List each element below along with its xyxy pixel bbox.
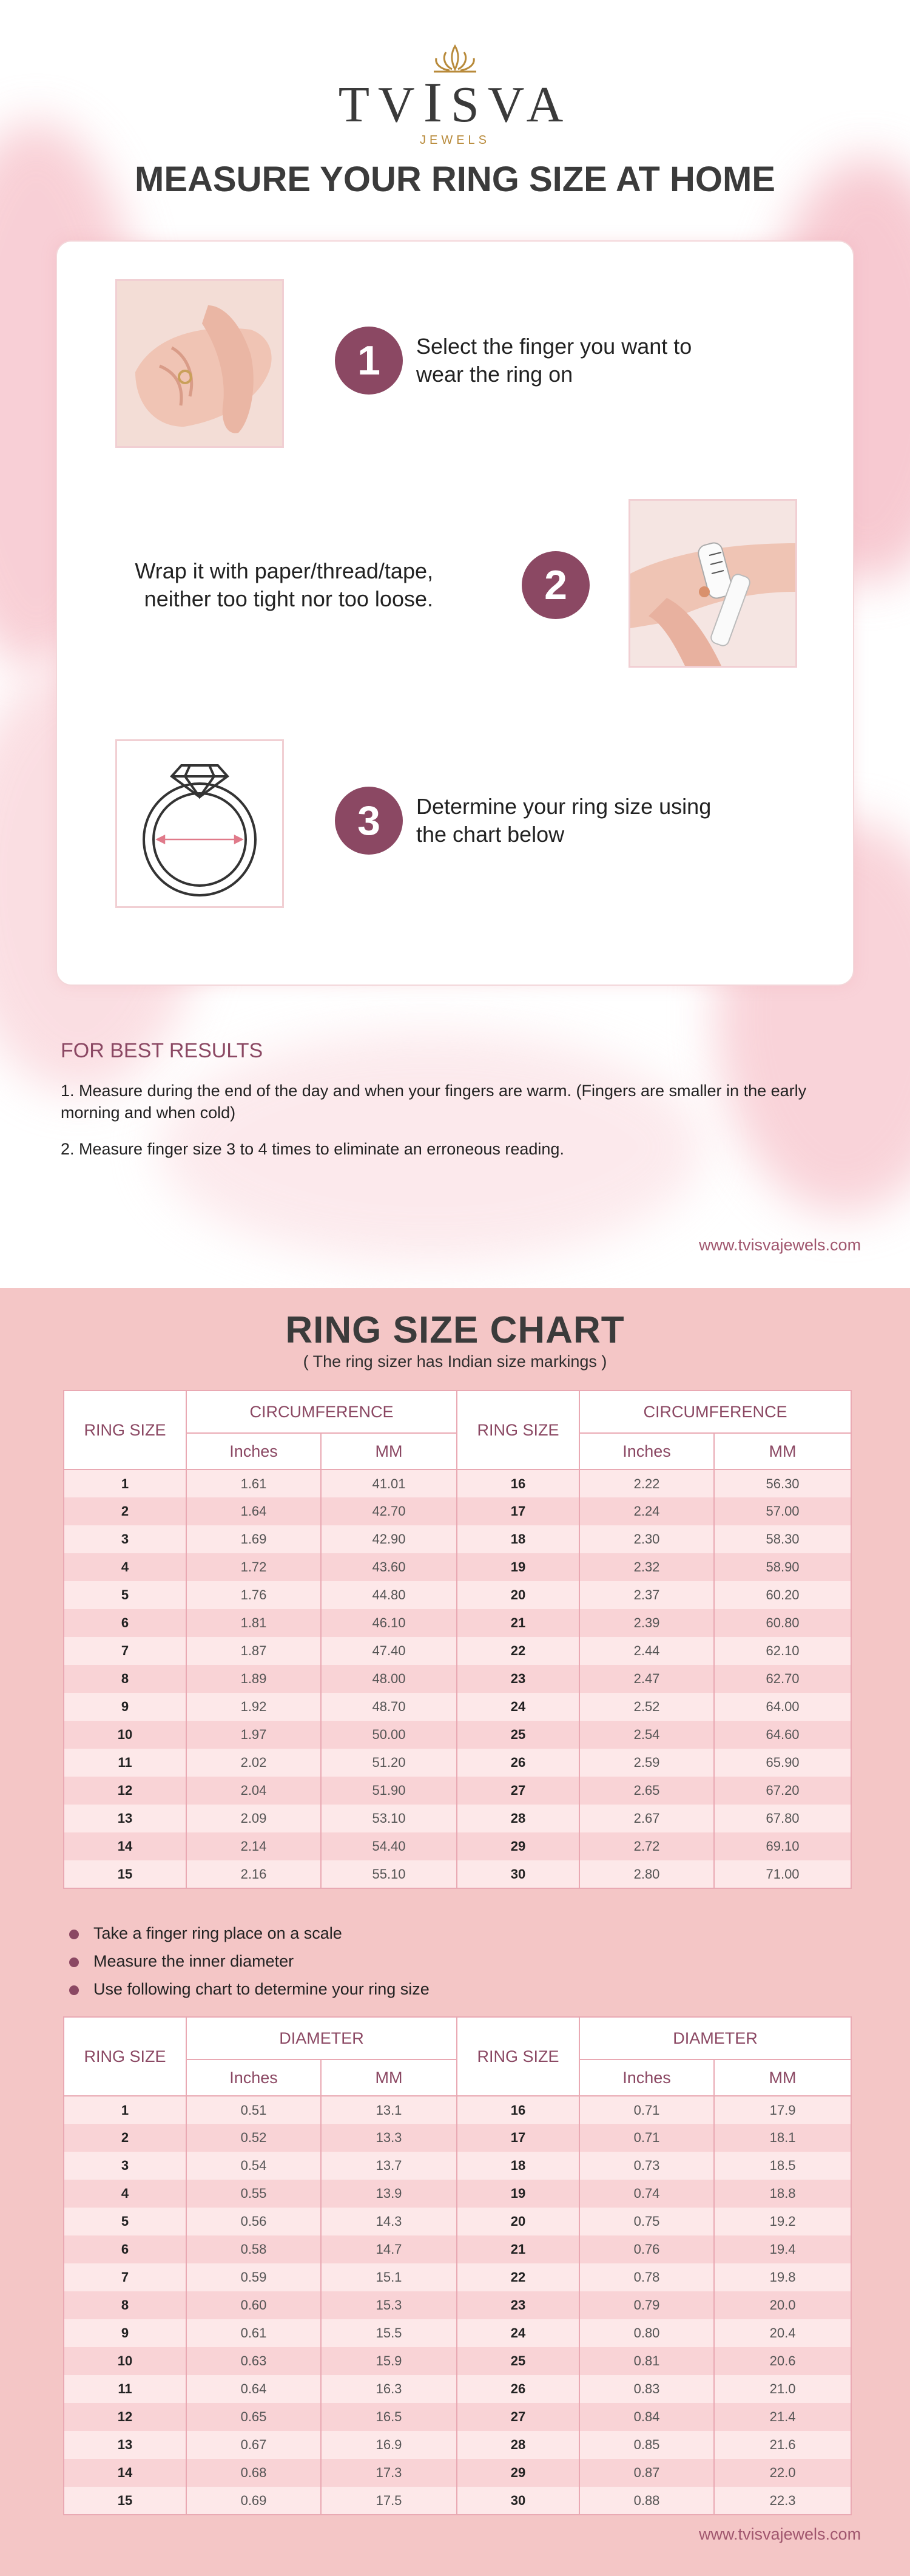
mm-cell: 62.10 xyxy=(714,1637,851,1665)
inches-cell: 0.83 xyxy=(579,2375,714,2403)
mm-cell: 64.60 xyxy=(714,1721,851,1749)
ring-size-cell: 27 xyxy=(457,2403,579,2431)
best-results-heading: FOR BEST RESULTS xyxy=(61,1039,263,1062)
ring-size-cell: 4 xyxy=(64,1553,186,1581)
inches-cell: 0.81 xyxy=(579,2347,714,2375)
table-row xyxy=(64,1609,851,1637)
ring-size-cell: 3 xyxy=(64,1525,186,1553)
mm-cell: 64.00 xyxy=(714,1693,851,1721)
inches-cell: 0.85 xyxy=(579,2431,714,2459)
mm-cell: 18.8 xyxy=(714,2180,851,2208)
inches-cell: 2.44 xyxy=(579,1637,714,1665)
table-row xyxy=(64,1777,851,1805)
table-row xyxy=(64,1497,851,1525)
best-results-section xyxy=(61,1039,861,1174)
table-row xyxy=(64,1469,851,1497)
instruction-item: Take a finger ring place on a scale xyxy=(68,1919,430,1947)
mm-cell: 69.10 xyxy=(714,1832,851,1860)
inches-cell: 2.24 xyxy=(579,1497,714,1525)
inches-cell: 0.79 xyxy=(579,2291,714,2319)
mm-cell: 46.10 xyxy=(321,1609,457,1637)
inches-cell: 2.37 xyxy=(579,1581,714,1609)
table-row xyxy=(64,1665,851,1693)
mm-header: MM xyxy=(321,1433,457,1469)
mm-cell: 67.80 xyxy=(714,1805,851,1832)
ring-size-cell: 9 xyxy=(64,2319,186,2347)
inches-cell: 2.39 xyxy=(579,1609,714,1637)
ring-size-cell: 15 xyxy=(64,1860,186,1888)
ring-size-cell: 22 xyxy=(457,2263,579,2291)
mm-cell: 56.30 xyxy=(714,1469,851,1497)
ring-size-cell: 29 xyxy=(457,2459,579,2487)
ring-size-cell: 23 xyxy=(457,2291,579,2319)
mm-cell: 50.00 xyxy=(321,1721,457,1749)
chart-subtitle: ( The ring sizer has Indian size markings ) xyxy=(303,1352,607,1371)
ring-size-cell: 26 xyxy=(457,1749,579,1777)
inches-cell: 0.88 xyxy=(579,2487,714,2515)
ring-size-cell: 26 xyxy=(457,2375,579,2403)
ring-size-cell: 10 xyxy=(64,2347,186,2375)
mm-cell: 42.90 xyxy=(321,1525,457,1553)
inches-cell: 2.02 xyxy=(186,1749,321,1777)
tip-item: 2. Measure finger size 3 to 4 times to eliminate an erroneous reading. xyxy=(61,1140,564,1158)
ring-size-cell: 30 xyxy=(457,2487,579,2515)
mm-cell: 62.70 xyxy=(714,1665,851,1693)
mm-cell: 15.9 xyxy=(321,2347,457,2375)
mm-cell: 14.7 xyxy=(321,2235,457,2263)
diameter-table xyxy=(63,2016,852,2515)
table-row xyxy=(64,2347,851,2375)
inches-cell: 0.74 xyxy=(579,2180,714,2208)
mm-cell: 48.70 xyxy=(321,1693,457,1721)
inches-cell: 2.09 xyxy=(186,1805,321,1832)
ring-size-cell: 11 xyxy=(64,2375,186,2403)
table-row xyxy=(64,1525,851,1553)
mm-header: MM xyxy=(321,2059,457,2096)
table-row xyxy=(64,1749,851,1777)
circumference-table-body xyxy=(64,1469,851,1888)
mm-cell: 19.4 xyxy=(714,2235,851,2263)
inches-cell: 0.51 xyxy=(186,2096,321,2124)
step-1-badge: 1 xyxy=(335,327,403,395)
step-2-badge: 2 xyxy=(522,551,590,619)
mm-cell: 19.8 xyxy=(714,2263,851,2291)
mm-cell: 51.90 xyxy=(321,1777,457,1805)
circumference-header: CIRCUMFERENCE xyxy=(579,1391,851,1433)
ring-size-cell: 25 xyxy=(457,1721,579,1749)
mm-cell: 71.00 xyxy=(714,1860,851,1888)
inches-cell: 0.67 xyxy=(186,2431,321,2459)
instruction-list xyxy=(68,1919,430,2003)
inches-cell: 1.72 xyxy=(186,1553,321,1581)
mm-cell: 58.30 xyxy=(714,1525,851,1553)
ring-size-cell: 13 xyxy=(64,1805,186,1832)
ring-size-cell: 5 xyxy=(64,1581,186,1609)
ring-size-cell: 16 xyxy=(457,2096,579,2124)
ring-size-cell: 6 xyxy=(64,2235,186,2263)
brand-logo[interactable] xyxy=(0,42,910,147)
website-link[interactable]: www.tvisvajewels.com xyxy=(699,1236,861,1254)
ring-size-cell: 6 xyxy=(64,1609,186,1637)
ring-size-cell: 1 xyxy=(64,2096,186,2124)
ring-size-cell: 21 xyxy=(457,2235,579,2263)
ring-size-cell: 7 xyxy=(64,2263,186,2291)
inches-cell: 1.81 xyxy=(186,1609,321,1637)
inches-cell: 0.71 xyxy=(579,2124,714,2152)
mm-cell: 54.40 xyxy=(321,1832,457,1860)
step-2-text xyxy=(106,557,433,613)
tip-item: 1. Measure during the end of the day and when your fingers are warm. (Fingers are smaller in the early morning and when cold) xyxy=(61,1082,807,1122)
chart-title: RING SIZE CHART xyxy=(285,1309,625,1351)
ring-size-cell: 19 xyxy=(457,1553,579,1581)
ring-size-header: RING SIZE xyxy=(64,1391,186,1469)
inches-cell: 1.97 xyxy=(186,1721,321,1749)
inches-cell: 0.61 xyxy=(186,2319,321,2347)
mm-cell: 17.9 xyxy=(714,2096,851,2124)
inches-header: Inches xyxy=(186,2059,321,2096)
inches-cell: 2.22 xyxy=(579,1469,714,1497)
brand-name-part: I xyxy=(423,71,451,134)
ring-size-cell: 9 xyxy=(64,1693,186,1721)
table-row xyxy=(64,2096,851,2124)
ring-size-cell: 15 xyxy=(64,2487,186,2515)
brand-name-part: SVA xyxy=(451,76,572,133)
ring-size-cell: 24 xyxy=(457,2319,579,2347)
mm-cell: 21.0 xyxy=(714,2375,851,2403)
inches-cell: 0.80 xyxy=(579,2319,714,2347)
page-title: MEASURE YOUR RING SIZE AT HOME xyxy=(135,160,775,199)
ring-size-cell: 21 xyxy=(457,1609,579,1637)
ring-size-cell: 13 xyxy=(64,2431,186,2459)
inches-cell: 0.65 xyxy=(186,2403,321,2431)
ring-size-cell: 14 xyxy=(64,1832,186,1860)
inches-cell: 2.52 xyxy=(579,1693,714,1721)
ring-size-header: RING SIZE xyxy=(64,2017,186,2096)
step-1-text xyxy=(416,333,756,388)
step-text-line: neither too tight nor too loose. xyxy=(144,586,433,611)
mm-cell: 58.90 xyxy=(714,1553,851,1581)
mm-cell: 20.4 xyxy=(714,2319,851,2347)
inches-cell: 2.14 xyxy=(186,1832,321,1860)
circumference-table xyxy=(63,1390,852,1889)
mm-cell: 17.3 xyxy=(321,2459,457,2487)
ring-size-cell: 11 xyxy=(64,1749,186,1777)
mm-cell: 21.4 xyxy=(714,2403,851,2431)
mm-cell: 53.10 xyxy=(321,1805,457,1832)
table-row xyxy=(64,2459,851,2487)
inches-cell: 2.54 xyxy=(579,1721,714,1749)
mm-cell: 16.9 xyxy=(321,2431,457,2459)
step-text-line: the chart below xyxy=(416,822,565,847)
mm-cell: 65.90 xyxy=(714,1749,851,1777)
ring-size-cell: 18 xyxy=(457,1525,579,1553)
ring-size-cell: 20 xyxy=(457,2208,579,2235)
table-row xyxy=(64,1721,851,1749)
step-3-text xyxy=(416,793,756,849)
ring-size-cell: 29 xyxy=(457,1832,579,1860)
mm-cell: 21.6 xyxy=(714,2431,851,2459)
table-row xyxy=(64,2235,851,2263)
inches-cell: 0.55 xyxy=(186,2180,321,2208)
ring-size-cell: 22 xyxy=(457,1637,579,1665)
inches-cell: 1.92 xyxy=(186,1693,321,1721)
ring-size-cell: 12 xyxy=(64,2403,186,2431)
table-row xyxy=(64,2152,851,2180)
diameter-header: DIAMETER xyxy=(579,2017,851,2059)
mm-cell: 67.20 xyxy=(714,1777,851,1805)
ring-size-cell: 1 xyxy=(64,1469,186,1497)
mm-cell: 18.5 xyxy=(714,2152,851,2180)
mm-cell: 16.5 xyxy=(321,2403,457,2431)
mm-cell: 41.01 xyxy=(321,1469,457,1497)
table-row xyxy=(64,2124,851,2152)
ring-size-cell: 3 xyxy=(64,2152,186,2180)
ring-size-cell: 25 xyxy=(457,2347,579,2375)
mm-cell: 60.80 xyxy=(714,1609,851,1637)
inches-cell: 0.87 xyxy=(579,2459,714,2487)
mm-cell: 20.0 xyxy=(714,2291,851,2319)
table-row xyxy=(64,1693,851,1721)
brand-tagline: JEWELS xyxy=(419,134,491,147)
table-row xyxy=(64,2431,851,2459)
ring-size-cell: 7 xyxy=(64,1637,186,1665)
mm-cell: 55.10 xyxy=(321,1860,457,1888)
inches-cell: 0.60 xyxy=(186,2291,321,2319)
table-row xyxy=(64,2180,851,2208)
inches-cell: 0.71 xyxy=(579,2096,714,2124)
instruction-item: Measure the inner diameter xyxy=(68,1947,430,1975)
hand-ring-photo xyxy=(115,279,284,448)
ring-size-cell: 28 xyxy=(457,2431,579,2459)
mm-cell: 44.80 xyxy=(321,1581,457,1609)
mm-cell: 22.3 xyxy=(714,2487,851,2515)
mm-cell: 47.40 xyxy=(321,1637,457,1665)
finger-measure-tape-photo xyxy=(629,499,797,668)
inches-cell: 0.52 xyxy=(186,2124,321,2152)
table-row xyxy=(64,2319,851,2347)
inches-cell: 2.72 xyxy=(579,1832,714,1860)
mm-cell: 19.2 xyxy=(714,2208,851,2235)
inches-cell: 1.89 xyxy=(186,1665,321,1693)
inches-cell: 0.54 xyxy=(186,2152,321,2180)
website-link-footer[interactable]: www.tvisvajewels.com xyxy=(699,2525,861,2543)
mm-cell: 18.1 xyxy=(714,2124,851,2152)
inches-cell: 1.76 xyxy=(186,1581,321,1609)
ring-size-header: RING SIZE xyxy=(457,1391,579,1469)
ring-size-cell: 24 xyxy=(457,1693,579,1721)
ring-size-cell: 17 xyxy=(457,1497,579,1525)
inches-cell: 2.80 xyxy=(579,1860,714,1888)
ring-size-cell: 12 xyxy=(64,1777,186,1805)
inches-cell: 2.16 xyxy=(186,1860,321,1888)
inches-cell: 1.61 xyxy=(186,1469,321,1497)
crown-logo-icon xyxy=(422,42,488,74)
table-row xyxy=(64,2208,851,2235)
inches-cell: 0.63 xyxy=(186,2347,321,2375)
ring-size-cell: 14 xyxy=(64,2459,186,2487)
mm-cell: 13.3 xyxy=(321,2124,457,2152)
inches-cell: 0.78 xyxy=(579,2263,714,2291)
ring-size-cell: 23 xyxy=(457,1665,579,1693)
ring-size-cell: 4 xyxy=(64,2180,186,2208)
inches-header: Inches xyxy=(579,2059,714,2096)
brand-wordmark xyxy=(0,71,910,134)
diameter-header: DIAMETER xyxy=(186,2017,457,2059)
ring-size-cell: 19 xyxy=(457,2180,579,2208)
mm-cell: 13.1 xyxy=(321,2096,457,2124)
inches-header: Inches xyxy=(186,1433,321,1469)
table-row xyxy=(64,1553,851,1581)
inches-header: Inches xyxy=(579,1433,714,1469)
inches-cell: 0.84 xyxy=(579,2403,714,2431)
inches-cell: 0.64 xyxy=(186,2375,321,2403)
step-text-line: Wrap it with paper/thread/tape, xyxy=(135,558,433,583)
mm-cell: 15.1 xyxy=(321,2263,457,2291)
inches-cell: 2.59 xyxy=(579,1749,714,1777)
inches-cell: 2.32 xyxy=(579,1553,714,1581)
ring-size-cell: 8 xyxy=(64,2291,186,2319)
mm-cell: 15.3 xyxy=(321,2291,457,2319)
mm-cell: 17.5 xyxy=(321,2487,457,2515)
brand-name-part: TV xyxy=(338,76,423,133)
inches-cell: 2.67 xyxy=(579,1805,714,1832)
step-text-line: wear the ring on xyxy=(416,362,573,387)
inches-cell: 0.73 xyxy=(579,2152,714,2180)
mm-cell: 13.9 xyxy=(321,2180,457,2208)
mm-cell: 42.70 xyxy=(321,1497,457,1525)
ring-size-cell: 17 xyxy=(457,2124,579,2152)
ring-size-cell: 5 xyxy=(64,2208,186,2235)
inches-cell: 0.76 xyxy=(579,2235,714,2263)
table-row xyxy=(64,1805,851,1832)
mm-cell: 57.00 xyxy=(714,1497,851,1525)
diamond-ring-icon xyxy=(115,739,284,908)
ring-size-cell: 2 xyxy=(64,1497,186,1525)
ring-size-cell: 2 xyxy=(64,2124,186,2152)
ring-size-cell: 8 xyxy=(64,1665,186,1693)
inches-cell: 0.75 xyxy=(579,2208,714,2235)
ring-size-chart-section xyxy=(0,1288,910,2576)
step-text-line: Determine your ring size using xyxy=(416,794,712,819)
mm-cell: 60.20 xyxy=(714,1581,851,1609)
ring-size-cell: 27 xyxy=(457,1777,579,1805)
mm-cell: 43.60 xyxy=(321,1553,457,1581)
inches-cell: 2.04 xyxy=(186,1777,321,1805)
table-row xyxy=(64,2487,851,2515)
mm-header: MM xyxy=(714,2059,851,2096)
mm-cell: 14.3 xyxy=(321,2208,457,2235)
ring-size-cell: 30 xyxy=(457,1860,579,1888)
table-row xyxy=(64,2375,851,2403)
inches-cell: 0.59 xyxy=(186,2263,321,2291)
table-row xyxy=(64,2291,851,2319)
mm-cell: 20.6 xyxy=(714,2347,851,2375)
table-row xyxy=(64,1860,851,1888)
circumference-header: CIRCUMFERENCE xyxy=(186,1391,457,1433)
mm-cell: 48.00 xyxy=(321,1665,457,1693)
inches-cell: 2.30 xyxy=(579,1525,714,1553)
step-text-line: Select the finger you want to xyxy=(416,334,692,359)
instruction-item: Use following chart to determine your ring size xyxy=(68,1975,430,2003)
inches-cell: 1.64 xyxy=(186,1497,321,1525)
table-row xyxy=(64,2403,851,2431)
inches-cell: 0.69 xyxy=(186,2487,321,2515)
inches-cell: 1.87 xyxy=(186,1637,321,1665)
inches-cell: 0.56 xyxy=(186,2208,321,2235)
mm-cell: 22.0 xyxy=(714,2459,851,2487)
table-row xyxy=(64,2263,851,2291)
table-row xyxy=(64,1581,851,1609)
mm-cell: 16.3 xyxy=(321,2375,457,2403)
mm-cell: 13.7 xyxy=(321,2152,457,2180)
ring-size-cell: 28 xyxy=(457,1805,579,1832)
inches-cell: 1.69 xyxy=(186,1525,321,1553)
diameter-table-body xyxy=(64,2096,851,2515)
step-3-badge: 3 xyxy=(335,787,403,855)
inches-cell: 2.47 xyxy=(579,1665,714,1693)
ring-size-cell: 18 xyxy=(457,2152,579,2180)
table-row xyxy=(64,1832,851,1860)
mm-cell: 51.20 xyxy=(321,1749,457,1777)
ring-size-header: RING SIZE xyxy=(457,2017,579,2096)
ring-size-cell: 20 xyxy=(457,1581,579,1609)
mm-cell: 15.5 xyxy=(321,2319,457,2347)
inches-cell: 0.68 xyxy=(186,2459,321,2487)
table-row xyxy=(64,1637,851,1665)
ring-size-cell: 10 xyxy=(64,1721,186,1749)
inches-cell: 0.58 xyxy=(186,2235,321,2263)
ring-size-cell: 16 xyxy=(457,1469,579,1497)
inches-cell: 2.65 xyxy=(579,1777,714,1805)
steps-card xyxy=(56,240,854,986)
mm-header: MM xyxy=(714,1433,851,1469)
